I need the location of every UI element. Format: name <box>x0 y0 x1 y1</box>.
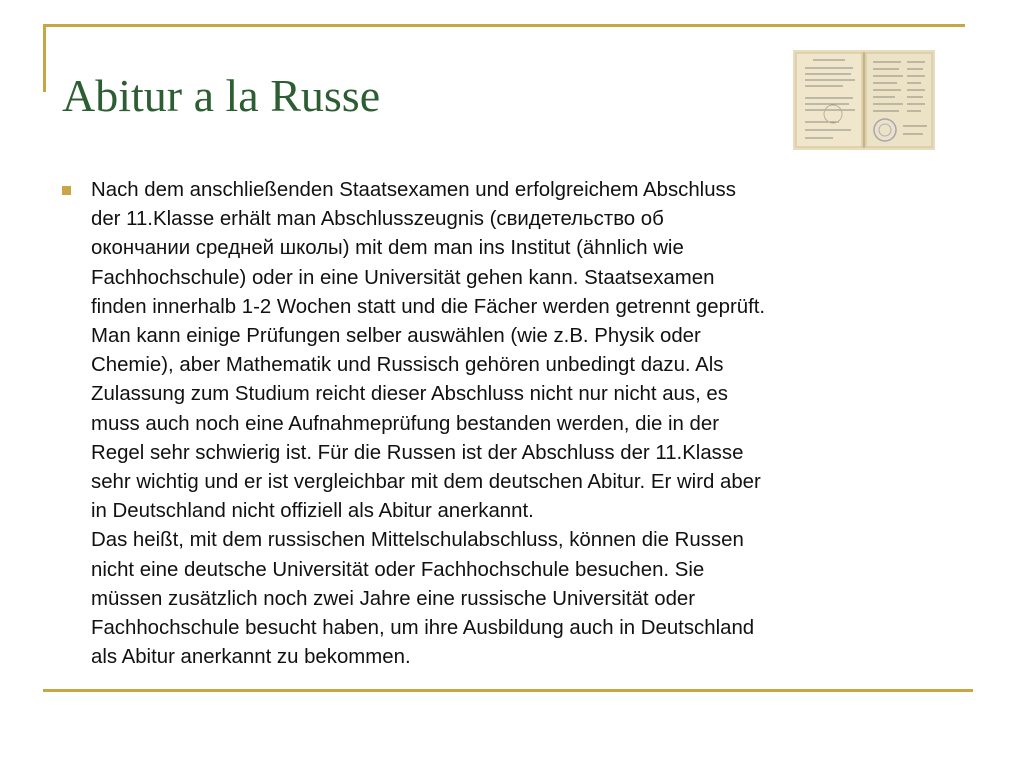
slide-title: Abitur a la Russe <box>62 70 381 121</box>
paragraph-line: Regel sehr schwierig ist. Für die Russen ist der Abschluss der 11.Klasse <box>91 441 744 464</box>
frame-line-left <box>43 24 46 92</box>
paragraph-line: in Deutschland nicht offiziell als Abitur anerkannt. <box>91 500 534 523</box>
paragraph-line: Man kann einige Prüfungen selber auswählen (wie z.B. Physik oder <box>91 325 701 348</box>
paragraph-line: Fachhochschule) oder in eine Universität gehen kann. Staatsexamen <box>91 266 715 289</box>
paragraph-line: der 11.Klasse erhält man Abschlusszeugnis (свидетельство об <box>91 208 664 231</box>
certificate-document-photo <box>793 50 935 150</box>
paragraph-line: Nach dem anschließenden Staatsexamen und erfolgreichem Abschluss <box>91 179 736 201</box>
paragraph-line: Zulassung zum Studium reicht dieser Abschluss nicht nur nicht aus, es <box>91 383 728 406</box>
paragraph-line: müssen zusätzlich noch zwei Jahre eine russische Universität oder <box>91 587 696 610</box>
paragraph-line: Fachhochschule besucht haben, um ihre Ausbildung auch in Deutschland <box>91 617 755 640</box>
paragraph-line: nicht eine deutsche Universität oder Fachhochschule besuchen. Sie <box>91 558 705 581</box>
paragraph-line: окончании средней школы) mit dem man ins Institut (ähnlich wie <box>91 237 684 260</box>
frame-line-bottom <box>43 689 973 692</box>
certificate-image <box>793 50 935 150</box>
paragraph-line: als Abitur anerkannt zu bekommen. <box>91 646 411 669</box>
frame-line-top <box>43 24 965 27</box>
paragraph-line: muss auch noch eine Aufnahmeprüfung bestanden werden, die in der <box>91 412 720 435</box>
bullet-marker <box>62 186 71 195</box>
body-paragraph <box>91 176 921 672</box>
paragraph-line: Das heißt, mit dem russischen Mittelschulabschluss, können die Russen <box>91 529 744 552</box>
paragraph-line: sehr wichtig und er ist vergleichbar mit dem deutschen Abitur. Er wird aber <box>91 471 761 494</box>
paragraph-line: finden innerhalb 1-2 Wochen statt und die Fächer werden getrennt geprüft. <box>91 295 766 318</box>
paragraph-line: Chemie), aber Mathematik und Russisch gehören unbedingt dazu. Als <box>91 354 724 377</box>
